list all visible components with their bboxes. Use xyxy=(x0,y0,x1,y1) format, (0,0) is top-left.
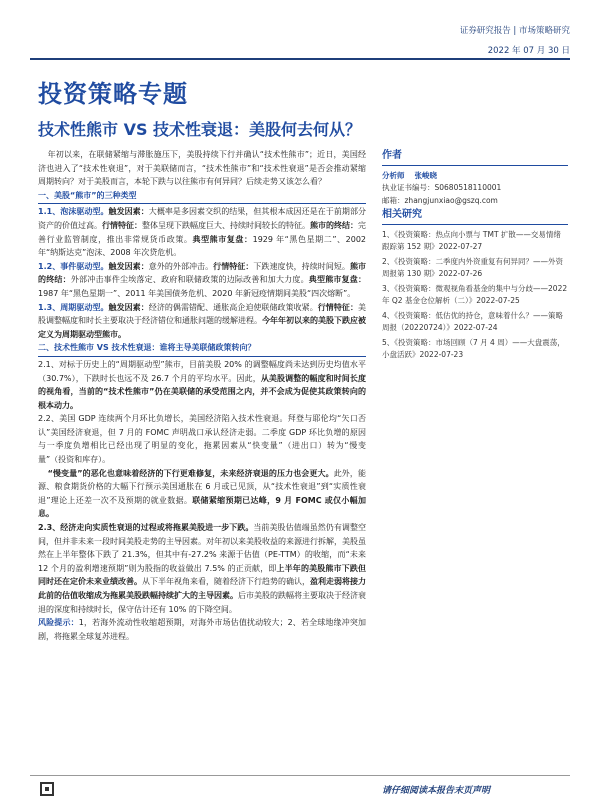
p23-emphasis-1: 经济走向实质性衰退的过程或将拖累美股进一步下跌。 xyxy=(60,523,254,533)
analyst-email[interactable]: 邮箱：zhangjunxiao@gszq.com xyxy=(382,195,498,205)
s11-text-3: 完善行业监管制度，推出非常规货币政策。 xyxy=(38,220,366,244)
p23-number: 2.3、 xyxy=(38,523,61,533)
sub-title: 技术性熊市 VS 技术性衰退：美股何去何从？ xyxy=(38,120,362,139)
s13-key-2: 行情特征： xyxy=(317,302,358,312)
s11-text-2: 整体呈现下跌幅度巨大、持续时间较长的特征。 xyxy=(142,220,310,230)
section-1-2-heading: 1.2、事件驱动型。 xyxy=(38,261,109,271)
s13-conclusion: 今年年初以来的美股下跌应被定义为周期驱动型熊市。 xyxy=(38,316,366,339)
p23-emphasis-2: 上半年的美股熊市下跌但同时还在定价未来业绩改善。 xyxy=(38,563,367,587)
s12-key-3: 熊市的终结： xyxy=(38,261,366,285)
s13-text-1: 经济的偶需错配、通胀高企迫使联储政策收紧。 xyxy=(148,302,318,312)
s11-text-1: 大概率是多因素交织的结果，但其根本成因还是在于前期部分资产的价值过高。 xyxy=(38,207,366,230)
s11-key-4: 典型熊市复盘： xyxy=(192,234,253,244)
qr-code-icon xyxy=(40,782,54,796)
footer-disclaimer: 请仔细阅读本报告末页声明 xyxy=(381,786,490,796)
footer-divider xyxy=(30,775,570,776)
related-item[interactable]: 3、《投资策略：微观视角看基金的集中与分歧——2022 年 Q2 基金仓位解析（二）》2022-07-25 xyxy=(382,283,568,305)
risk-text: 1，若海外流动性收缩超预期，对海外市场估值扰动较大；2、若全球地缘冲突加剧，将拖累全球复苏进程。 xyxy=(38,618,366,641)
author-heading: 作者 xyxy=(382,150,568,166)
s12-text-2: 下跌速度快，持续时间短。 xyxy=(253,261,350,271)
header-divider xyxy=(30,58,570,60)
p21-emphasis: 从美股调整的幅度和时间长度的视角看，当前的“技术性熊市”仍在美联储的承受范围之内，并不会成为促使其政策转向的根本动力。 xyxy=(38,373,367,410)
risk-label: 风险提示： xyxy=(38,618,79,628)
section-1-1 xyxy=(38,205,366,259)
analyst-row xyxy=(382,170,568,183)
section-1-2 xyxy=(38,260,366,301)
s13-key-1: 触发因素： xyxy=(108,302,149,312)
p21-text: 2.1、对标于历史上的“周期驱动型”熊市，目前美股 20% 的调整幅度尚未达到历史均值水平（30.7%），下跌时长也远不及 26.7 个月的平均水平。因此， xyxy=(38,359,366,383)
section-2-2 xyxy=(38,412,366,466)
section-1-3 xyxy=(38,301,366,342)
s12-text-1: 意外的外部冲击。 xyxy=(148,261,214,271)
analyst-name: 张峻晓 xyxy=(414,170,437,180)
related-heading: 相关研究 xyxy=(382,209,568,225)
section-1-1-heading: 1.1、泡沫驱动型。 xyxy=(38,207,109,217)
p22-text: 2.2、美国 GDP 连续两个月环比负增长，美国经济陷入技术性衰退。拜登与耶伦均“矢口否认”美国经济衰退，但 7 月的 FOMC 声明战口承认经济走弱。二季度 GDP 环比负增的原因与一季度负增相比已经出现了明显的变化，拖累因素从“快变量”（进出口）转为“慢变量”（投资和库存）。 xyxy=(38,414,366,465)
intro-paragraph: 年初以来，在联储紧缩与滞胀施压下，美股持续下行并确认“技术性熊市”；近日，美国经济也进入了“技术性衰退”，对于美联储而言，“技术性熊市”和“技术性衰退”是否会推动紧缩周期转向？对于美股而言，本轮下跌与以往熊市有何异同？后续走势又该怎么看？ xyxy=(38,150,366,187)
p23-text-3: 后市美股的跌幅将主要取决于经济衰退的深度和持续时长，保守估计还有 10% 的下降空间。 xyxy=(38,591,366,614)
analyst-cert: 执业证书编号：S0680518110001 xyxy=(382,183,502,192)
p22-emphasis-1: “慢变量”的恶化也意味着经济的下行更难修复，未来经济衰退的压力也会更大。 xyxy=(47,468,334,478)
related-item[interactable]: 5、《投资策略：市场回顾（7 月 4 周）——大盘震荡，小盘活跃》2022-07-23 xyxy=(382,337,565,359)
p23-emphasis-3: 盈利走弱将接力此前的估值收缩成为拖累美股跌幅持续扩大的主导因素。 xyxy=(38,577,366,600)
p23-text-2: 从下半年视角来看，随着经济下行趋势的确认， xyxy=(142,577,310,587)
s12-key-1: 触发因素： xyxy=(108,261,149,271)
s11-key-1: 触发因素： xyxy=(108,207,149,217)
section-1-3-heading: 1.3、周期驱动型。 xyxy=(38,302,109,312)
section-2-rule xyxy=(38,356,366,357)
related-item[interactable]: 1、《投资策略：热点向小票与 TMT 扩散——交易情绪跟踪第 152 期》2022-07-27 xyxy=(382,229,561,251)
report-date: 2022 年 07 月 30 日 xyxy=(487,46,570,56)
section-1-rule xyxy=(38,203,366,204)
s12-text-3: 外部冲击事件尘埃落定、政府和联储政策的边际改善和加大力度。 xyxy=(70,275,309,285)
section-2-heading: 二、技术性熊市 VS 技术性衰退：谁将主导美联储政策转向？ xyxy=(38,343,256,353)
analyst-label: 分析师 xyxy=(382,170,405,180)
p22-text-2: 此外，能源、粮食期货价格的大幅下行预示美国通胀在 6 月或已见顶，从“技术性衰退”到“实质性衰退”理论上还差一次不及预期的就业数据。 xyxy=(38,468,367,505)
section-2-3 xyxy=(38,521,366,616)
main-title: 投资策略专题 xyxy=(38,80,188,108)
s11-text-4: 1929 年“黑色星期二”、2002 年“纳斯达克”泡沫、2008 年次贷危机。 xyxy=(38,234,366,258)
p23-text-1: 当前美股估值端虽然仍有调整空间，但并非未来一段时间美股走势的主导因素。对年初以来美股收益的来源进行拆解，美股虽然在上半年整体下跌了 21.3%，但其中有-27.2% 来源于估值（PE-TTM）的收缩，而“未来 12 个月的盈利增速预期”则为股指的收益做出 7.5% 的正贡献，即 xyxy=(38,523,366,573)
s13-text-2: 美股调整幅度和时长主要取决于经济错位和通胀问题的缓解进程。 xyxy=(38,302,366,326)
main-column xyxy=(38,148,366,643)
sidebar xyxy=(382,150,568,364)
section-1-heading: 一、美股“熊市”的三种类型 xyxy=(38,190,137,200)
s12-key-4: 典型熊市复盘： xyxy=(308,275,367,285)
s11-key-3: 熊市的终结： xyxy=(310,220,358,230)
p22-emphasis-2: 联储紧缩预期已达峰，9 月 FOMC 或仅小幅加息。 xyxy=(38,495,366,519)
s12-text-4: 1987 年“黑色星期一”、2011 年美国债务危机、2020 年新冠疫情期间美股“四次熔断”。 xyxy=(38,288,356,298)
section-2-1 xyxy=(38,358,366,412)
report-tags: 证券研究报告 | 市场策略研究 xyxy=(459,26,570,36)
related-item[interactable]: 4、《投资策略：低估优的持仓，意味着什么？——策略周报（20220724）》2022-07-24 xyxy=(382,310,564,332)
s12-key-2: 行情特征： xyxy=(213,261,254,271)
related-list xyxy=(382,229,568,362)
s11-key-2: 行情特征： xyxy=(102,220,142,230)
risk-warning xyxy=(38,616,366,643)
section-2-2-cont xyxy=(38,467,366,521)
related-item[interactable]: 2、《投资策略：二季度内外资重复有何异同？——外资周报第 130 期》2022-07-26 xyxy=(382,256,564,278)
